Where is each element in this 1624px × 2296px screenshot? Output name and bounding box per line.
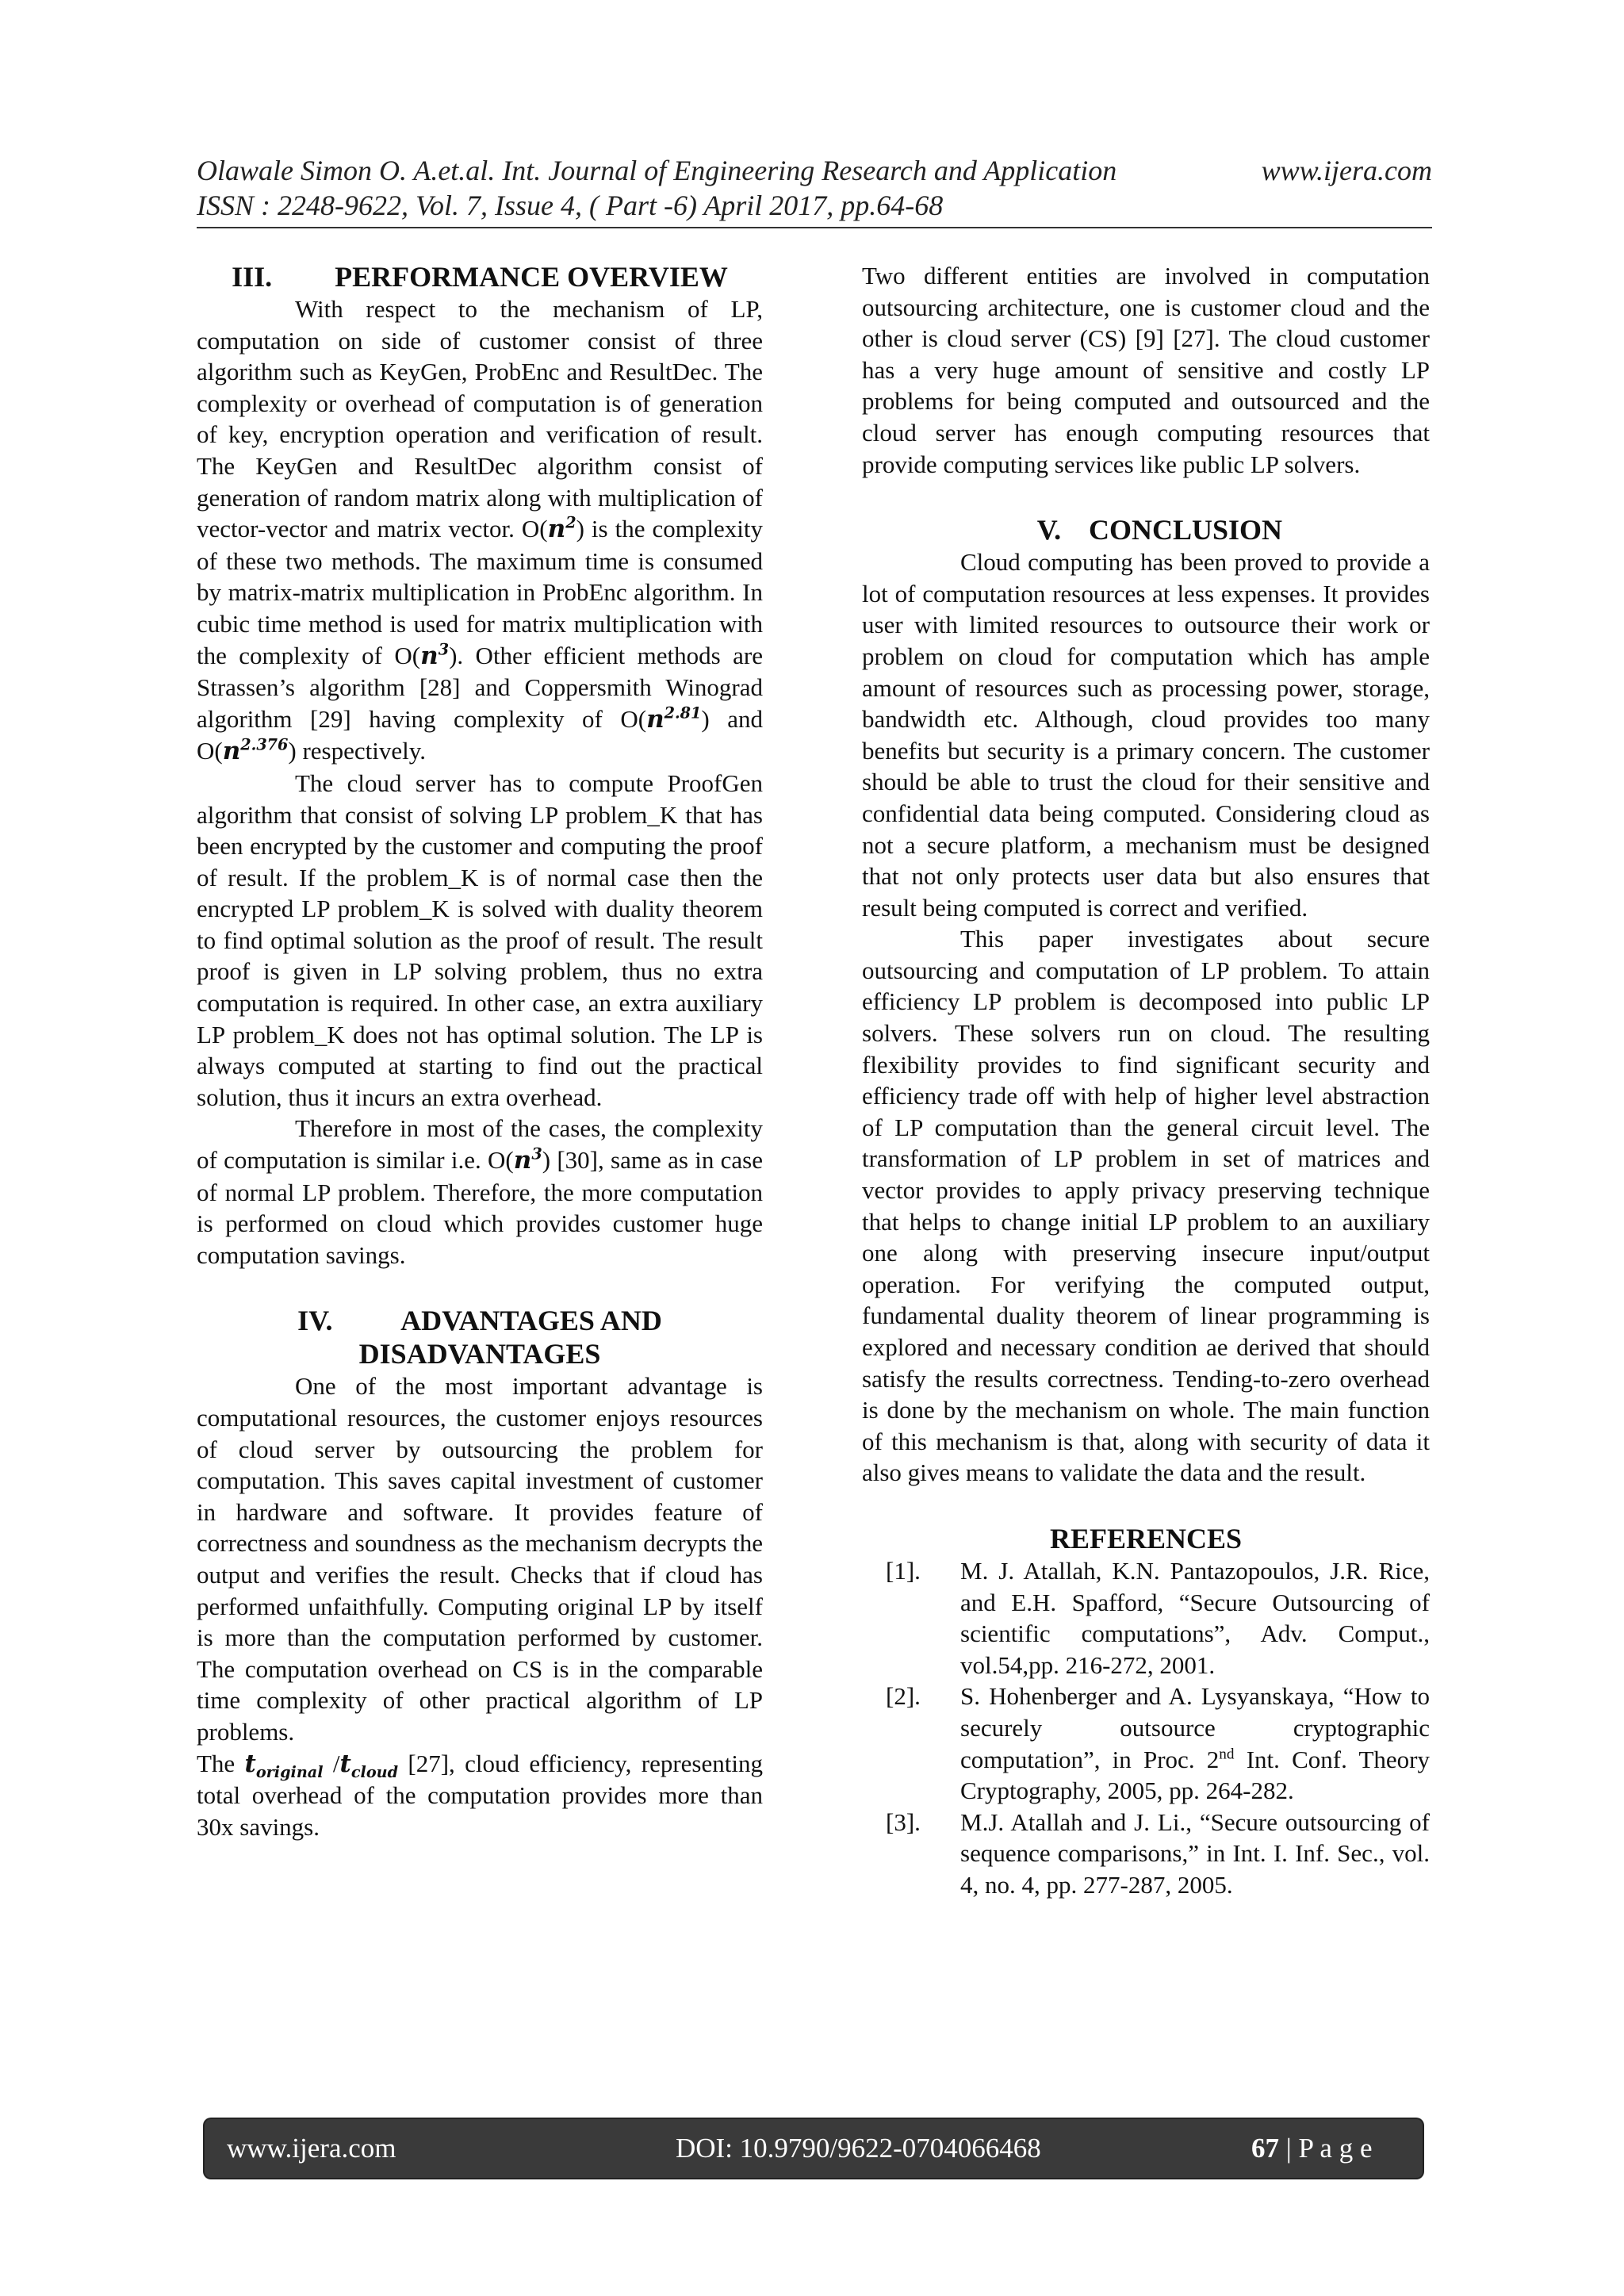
section-number: III. — [232, 261, 273, 293]
paragraph: With respect to the mechanism of LP, computation on side of customer consist of three algorithm such as KeyGen, ProbEnc and ResultDec. The complexity or overhead of computation is of generation of key, encryption operation and verification of result. The KeyGen and ResultDec algorithm consist of generation of random matrix along with multiplication of vector-vector and matrix vector. $O(n^2)$ is the complexity of these two methods. The maximum time is consumed by matrix-matrix multiplication in ProbEnc algorithm. In cubic time method is used for matrix multiplication with the complexity of $O(n^3)$. Other efficient methods are Strassen’s algorithm [28] and Coppersmith Winograd algorithm [29] having complexity of $O(n^{2.81})$ and $O(n^{2.376})$ respectively. — [197, 295, 764, 766]
section-title: PERFORMANCE OVERVIEW — [335, 261, 728, 293]
paragraph: The $t_{original}$ $/t_{cloud}$ [27], cloud efficiency, representing total overhead of the computation provides more than 30x savings. — [197, 1749, 763, 1841]
reference-text: S. Hohenberger and A. Lysyanskaya, “How to securely outsource cryptographic computation”, in Proc. 2nd Int. Conf. Theory Cryptography, 2005, pp. 264-282. — [960, 1682, 1430, 1805]
footer-page — [1251, 2133, 1373, 2164]
reference-number: [3]. — [886, 1807, 921, 1836]
section-heading-advantages — [197, 1304, 763, 1370]
left-column — [197, 260, 763, 1842]
reference-item — [862, 1555, 1430, 1681]
paragraph: This paper investigates about secure outsourcing and computation of LP problem. To attain efficiency LP problem is decomposed into public LP solvers. These solvers run on cloud. The resulting flexibility provides to find significant security and efficiency trade off with help of higher level abstraction of LP computation than the general circuit level. The transformation of LP problem in set of matrices and vector provides to apply privacy preserving technique that helps to change initial LP problem to an auxiliary one along with preserving insecure input/output operation. For verifying the computed output, fundamental duality theorem of linear programming is explored and necessary condition ae derived that should satisfy the results correctness. Tending-to-zero overhead is done by the mechanism on whole. The main function of this mechanism is that, along with security of data it also gives means to validate the data and the result. — [862, 925, 1430, 1487]
running-header — [197, 153, 1432, 223]
section-number: V. — [1036, 514, 1062, 546]
reference-number: [1]. — [886, 1556, 921, 1585]
section-title: CONCLUSION — [1088, 514, 1283, 546]
reference-text: M. J. Atallah, K.N. Pantazopoulos, J.R. Rice, and E.H. Spafford, “Secure Outsourcing of scientific computations”, Adv. Comput., vol.54,pp. 216-272, 2001. — [960, 1556, 1430, 1679]
section-heading-conclusion — [862, 513, 1430, 546]
section-number: IV. — [297, 1305, 333, 1337]
page-label: | P a g e — [1279, 2133, 1373, 2164]
reference-number: [2]. — [886, 1682, 921, 1711]
math-n-2-81: $n^{2.81}$ — [646, 703, 702, 734]
paragraph: Therefore in most of the cases, the complexity of computation is similar i.e. $O(n^3)$ [30], same as in case of normal LP problem. Therefore, the more computation is performed on cloud which provides customer huge computation savings. — [197, 1114, 763, 1269]
issue-info: ISSN : 2248-9622, Vol. 7, Issue 4, ( Part -6) April 2017, pp.64-68 — [197, 190, 944, 221]
header-divider — [197, 227, 1432, 228]
journal-website[interactable]: www.ijera.com — [1261, 155, 1432, 186]
math-n-squared: $n^2$ — [547, 513, 576, 544]
math-n-cubed: $n^3$ — [513, 1144, 542, 1175]
section-heading-performance — [197, 260, 763, 293]
journal-title: Olawale Simon O. A.et.al. Int. Journal of Engineering Research and Application — [197, 155, 1117, 186]
footer-doi: DOI: 10.9790/9622-0704066468 — [676, 2133, 1041, 2164]
reference-item — [862, 1681, 1430, 1806]
math-n-2-376: $n^{2.376}$ — [222, 735, 289, 766]
section-title-line2: DISADVANTAGES — [358, 1338, 601, 1370]
paragraph: One of the most important advantage is computational resources, the customer enjoys resources of cloud server by outsourcing the problem for computation. This saves capital investment of customer in hardware and software. It provides feature of correctness and soundness as the mechanism decrypts the output and verifies the result. Checks that if cloud has performed unfaithfully. Computing original LP by itself is more than the computation performed by customer. The computation overhead on CS is in the comparable time complexity of other practical algorithm of LP problems. — [197, 1372, 763, 1746]
references-heading: REFERENCES — [1049, 1522, 1243, 1554]
paragraph: Two different entities are involved in computation outsourcing architecture, one is customer cloud and the other is cloud server (CS) [9] [27]. The cloud customer has a very huge amount of sensitive and costly LP problems for being computed and outsourced and the cloud server has enough computing resources that provide computing services like public LP solvers. — [862, 262, 1430, 478]
math-n-cubed: $n^3$ — [420, 640, 450, 670]
math-t-original: $t_{original}$ — [244, 1749, 324, 1781]
page-footer — [205, 2119, 1423, 2178]
right-column — [862, 260, 1430, 1901]
section-title: ADVANTAGES AND — [400, 1305, 662, 1337]
page-number: 67 — [1251, 2133, 1279, 2164]
paragraph: Cloud computing has been proved to provide a lot of computation resources at less expenses. It provides user with limited resources to outsource their work or problem on cloud for computation which has ample amount of resources such as processing power, storage, bandwidth etc. Although, cloud provides too many benefits but security is a primary concern. The customer should be able to trust the cloud for their sensitive and confidential data being computed. Considering cloud as not a secure platform, a mechanism must be designed that not only protects user data but also ensures that result being computed is correct and verified. — [862, 548, 1430, 922]
footer-website[interactable]: www.ijera.com — [227, 2133, 396, 2164]
reference-item — [862, 1807, 1430, 1901]
math-t-cloud: $t_{cloud}$ — [339, 1749, 399, 1781]
reference-text: M.J. Atallah and J. Li., “Secure outsourcing of sequence comparisons,” in Int. I. Inf. Sec., vol. 4, no. 4, pp. 277-287, 2005. — [960, 1807, 1430, 1899]
paragraph: The cloud server has to compute ProofGen algorithm that consist of solving LP problem_K that has been encrypted by the customer and computing the proof of result. If the problem_K is of normal case then the encrypted LP problem_K is solved with duality theorem to find optimal solution as the proof of result. The result proof is given in LP solving problem, thus no extra computation is required. In other case, an extra auxiliary LP problem_K does not has optimal solution. The LP is always computed at starting to find out the practical solution, thus it incurs an extra overhead. — [197, 769, 763, 1111]
